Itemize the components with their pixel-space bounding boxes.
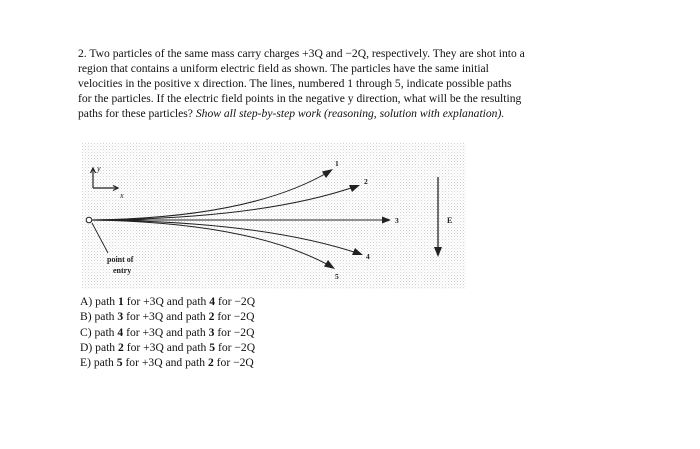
question-line: for the particles. If the electric field points in the negative y direction, what will be the resulting <box>78 91 522 105</box>
path-label-1: 1 <box>335 159 339 168</box>
path-label-2: 2 <box>364 177 368 186</box>
x-axis-label: x <box>120 191 124 200</box>
question-line: region that contains a uniform electric field as shown. The particles have the same initial <box>78 61 489 75</box>
figure-background <box>82 143 466 289</box>
path-label-4: 4 <box>366 252 370 261</box>
question-number: 2. <box>78 47 87 60</box>
entry-label-line1: point of <box>107 255 134 264</box>
answer-option-b[interactable]: B) path 3 for +3Q and path 2 for −2Q <box>80 310 255 324</box>
electric-field-figure <box>82 143 466 289</box>
figure-svg <box>82 143 466 289</box>
answer-option-e[interactable]: E) path 5 for +3Q and path 2 for −2Q <box>80 356 254 370</box>
y-axis-label: y <box>97 164 101 173</box>
question-text <box>78 47 638 122</box>
answer-choices <box>80 294 255 370</box>
field-label: E <box>447 216 453 225</box>
path-label-5: 5 <box>335 272 339 281</box>
question-line: 2. Two particles of the same mass carry charges +3Q and −2Q, respectively. They are shot into a <box>78 47 525 60</box>
answer-option-c[interactable]: C) path 4 for +3Q and path 3 for −2Q <box>80 325 255 339</box>
entry-point-marker <box>86 217 92 223</box>
entry-label-line2: entry <box>113 266 132 275</box>
path-label-3: 3 <box>395 216 399 225</box>
question-line: velocities in the positive x direction. The lines, numbered 1 through 5, indicate possible paths <box>78 76 512 90</box>
answer-option-d[interactable]: D) path 2 for +3Q and path 5 for −2Q <box>80 340 256 354</box>
instruction-text: Show all step-by-step work (reasoning, solution with explanation). <box>195 106 505 120</box>
question-line: paths for these particles? Show all step-by-step work (reasoning, solution with explanation). <box>78 106 505 120</box>
answer-option-a[interactable]: A) path 1 for +3Q and path 4 for −2Q <box>80 295 256 308</box>
